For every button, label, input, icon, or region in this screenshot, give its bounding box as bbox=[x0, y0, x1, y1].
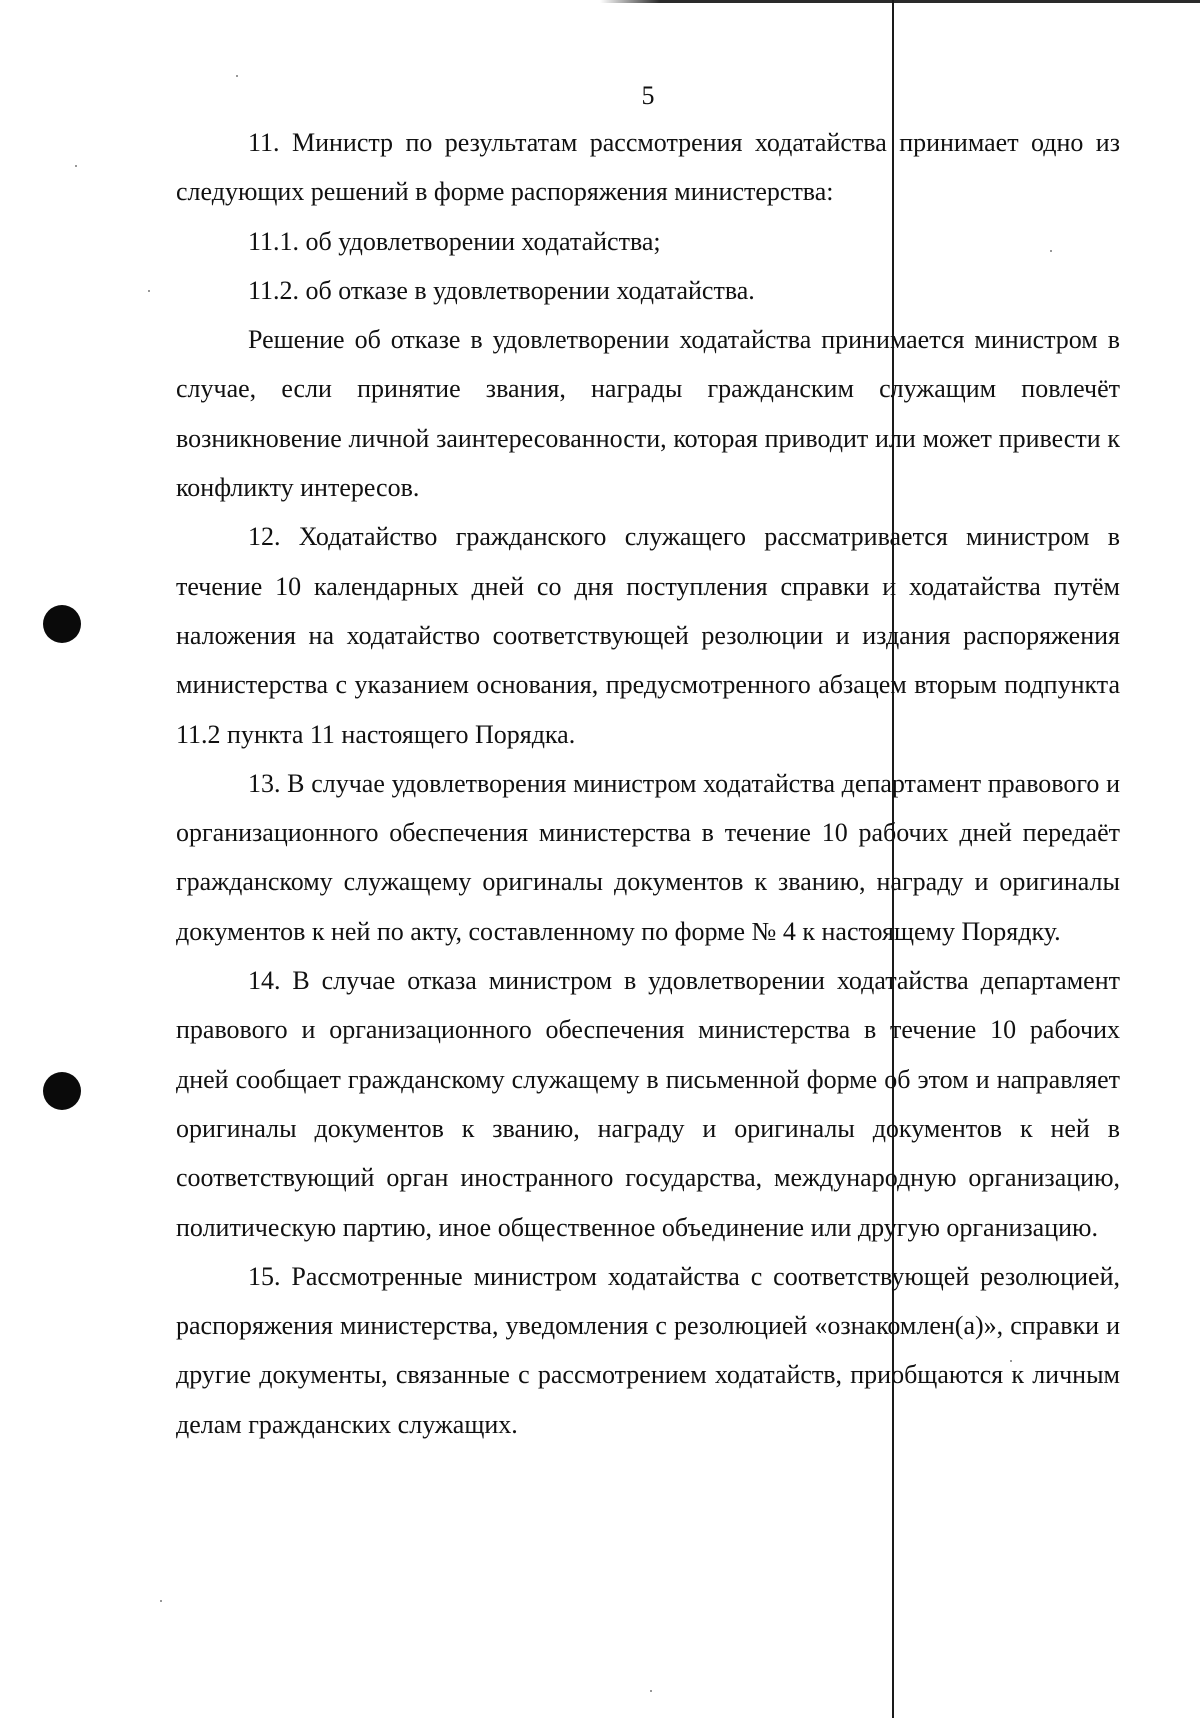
paragraph-12: 12. Ходатайство гражданского служащего рассматривается министром в течение 10 календарных дней со дня поступления справки и ходатайства путём наложения на ходатайство соответствующей резолюции и издания распоряжения министерства с указанием основания, предусмотренного абзацем вторым подпункта 11.2 пункта 11 настоящего Порядка. bbox=[176, 522, 1120, 749]
document-body bbox=[176, 118, 1120, 1449]
page-number: 5 bbox=[641, 81, 655, 110]
scan-speck bbox=[236, 75, 238, 77]
paragraph-11: 11. Министр по результатам рассмотрения ходатайства принимает одно из следующих решений в форме распоряжения министерства: bbox=[176, 128, 1120, 207]
paragraph-13: 13. В случае удовлетворения министром ходатайства департамент правового и организационного обеспечения министерства в течение 10 рабочих дней передаёт гражданскому служащему оригиналы документов к званию, награду и оригиналы документов к ней по акту, составленному по форме № 4 к настоящему Порядку. bbox=[176, 768, 1120, 946]
paragraph-refusal-decision: Решение об отказе в удовлетворении ходатайства принимается министром в случае, если принятие звания, награды гражданским служащим повлечёт возникновение личной заинтересованности, которая приводит или может привести к конфликту интересов. bbox=[176, 325, 1120, 503]
punch-hole bbox=[43, 605, 81, 643]
subparagraph-11-1: 11.1. об удовлетворении ходатайства; bbox=[248, 226, 661, 256]
scan-top-edge bbox=[0, 0, 1200, 3]
scan-speck bbox=[75, 165, 77, 167]
subparagraph-11-2: 11.2. об отказе в удовлетворении ходатайства. bbox=[248, 275, 755, 305]
paragraph-14: 14. В случае отказа министром в удовлетворении ходатайства департамент правового и организационного обеспечения министерства в течение 10 рабочих дней сообщает гражданскому служащему в письменной форме об этом и направляет оригиналы документов к званию, награду и оригиналы документов к ней в соответствующий орган иностранного государства, международную организацию, политическую партию, иное общественное объединение или другую организацию. bbox=[176, 966, 1120, 1242]
punch-hole bbox=[43, 1072, 81, 1110]
scan-speck bbox=[160, 1600, 162, 1602]
paragraph-15: 15. Рассмотренные министром ходатайства с соответствующей резолюцией, распоряжения министерства, уведомления с резолюцией «ознакомлен(а)», справки и другие документы, связанные с рассмотрением ходатайств, приобщаются к личным делам гражданских служащих. bbox=[176, 1261, 1120, 1439]
scan-speck bbox=[148, 290, 150, 292]
scan-speck bbox=[650, 1690, 652, 1692]
